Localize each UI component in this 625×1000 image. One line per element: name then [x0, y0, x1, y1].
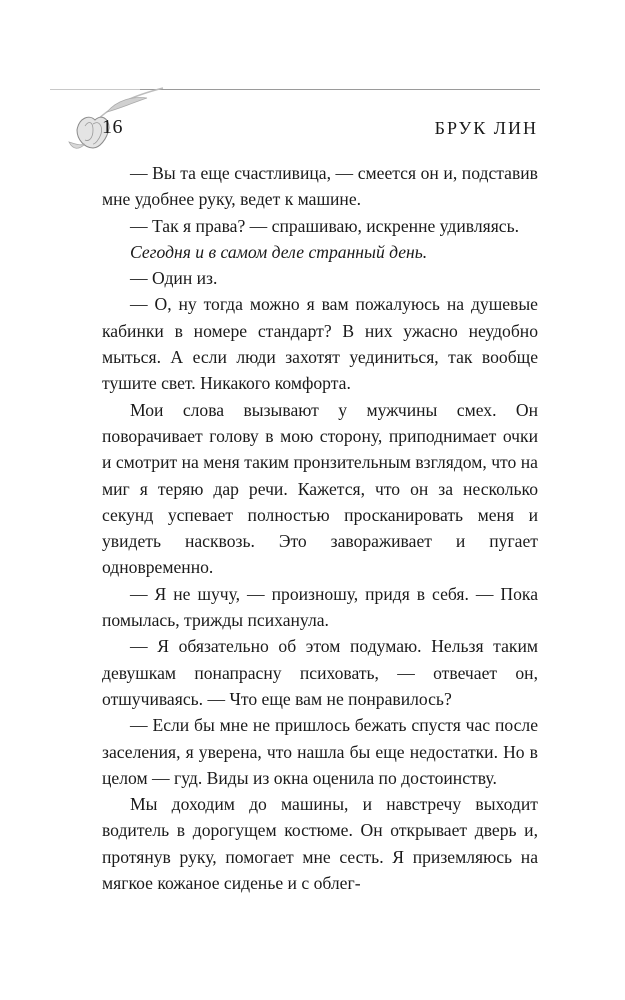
- paragraph: — Я обязательно об этом подумаю. Нельзя таким девушкам понапрасну психовать, — отвечает он, отшучиваясь. — Что еще вам не понравилось?: [102, 636, 538, 709]
- paragraph: — Я не шучу, — произношу, придя в себя. — Пока помылась, трижды психанула.: [102, 583, 538, 631]
- paragraph: — Так я права? — спрашиваю, искренне удивляясь.: [130, 215, 520, 236]
- page-number: 16: [102, 116, 123, 138]
- paragraph: — Если бы мне не пришлось бежать спустя час после заселения, я уверена, что нашла бы еще недостатки. Но в целом — гуд. Виды из окна оценила по достоинству.: [102, 715, 538, 788]
- paragraph: — О, ну тогда можно я вам пожалуюсь на душевые кабинки в номере стандарт? В них ужасно неудобно мыться. А если люди захотят уединиться, так вообще тушите свет. Никакого комфорта.: [102, 294, 538, 394]
- paragraph: Мои слова вызывают у мужчины смех. Он поворачивает голову в мою сторону, приподнимает очки и смотрит на меня таким пронзительным взглядом, что на миг я теряю дар речи. Кажется, что он за несколько секунд успевает полностью просканировать меня и увидеть насквозь. Это завораживает и пугает одновременно.: [102, 399, 538, 578]
- italic-paragraph: Сегодня и в самом деле странный день.: [130, 241, 428, 262]
- paragraph: — Вы та еще счастливица, — смеется он и, подставив мне удобнее руку, ведет к машине.: [102, 163, 538, 210]
- page-header: [0, 60, 625, 170]
- paragraph: — Один из.: [130, 268, 218, 289]
- body-text: [102, 160, 538, 896]
- paragraph: Мы доходим до машины, и навстречу выходит водитель в дорогущем костюме. Он открывает дверь и, протянув руку, помогает мне сесть. Я приземляюсь на мягкое кожаное сиденье и с облег-: [102, 794, 538, 894]
- header-rule: [140, 89, 540, 90]
- running-head-author: БРУК ЛИН: [434, 118, 538, 138]
